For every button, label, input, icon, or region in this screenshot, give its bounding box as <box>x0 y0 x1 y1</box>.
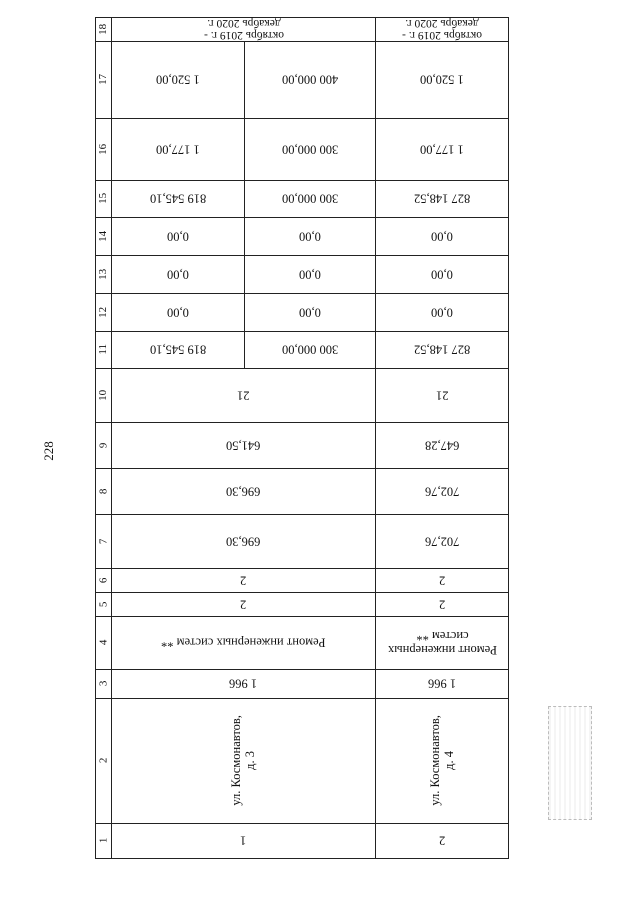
col-number-1: 1 <box>97 837 110 844</box>
col-number-12: 12 <box>97 306 110 318</box>
row1-col17-b: 1 520,00 <box>156 72 200 87</box>
col-number-16: 16 <box>97 143 110 155</box>
row1-col13-b: 0,00 <box>167 267 189 282</box>
col-number-9: 9 <box>97 442 110 448</box>
row1-col13-a: 0,00 <box>299 267 321 282</box>
col-number-3: 3 <box>97 680 110 687</box>
row1-col16-b: 1 177,00 <box>156 142 200 157</box>
col-number-2: 2 <box>97 757 110 764</box>
row1-col12-b: 0,00 <box>167 305 189 320</box>
row2-period: октябрь 2019 г. - декабрь 2020 г. <box>402 17 482 42</box>
row1-col6: 2 <box>240 573 247 588</box>
scan-stamp-mark <box>548 706 592 820</box>
row2-col14: 0,00 <box>431 229 453 244</box>
col-number-6: 6 <box>97 577 110 583</box>
col-number-15: 15 <box>97 192 110 204</box>
row1-col12-a: 0,00 <box>299 305 321 320</box>
row1-col15-b: 819 545,10 <box>149 191 207 206</box>
col-number-13: 13 <box>97 268 110 280</box>
row1-col11-funding-b: 819 545,10 <box>149 342 207 357</box>
col-number-5: 5 <box>97 601 110 607</box>
row1-col10: 21 <box>237 388 250 403</box>
row2-number: 2 <box>438 833 446 848</box>
row2-col13: 0,00 <box>431 267 453 282</box>
row2-col11: 827 148,52 <box>413 342 471 357</box>
col-number-14: 14 <box>97 230 110 242</box>
col-number-17: 17 <box>97 73 110 85</box>
row1-col7: 696,30 <box>226 534 261 549</box>
row1-address: ул. Космонавтов, д. 3 <box>229 715 258 806</box>
col-number-4: 4 <box>97 639 110 646</box>
row2-col12: 0,00 <box>431 305 453 320</box>
row2-col6: 2 <box>438 573 446 588</box>
row1-col14-b: 0,00 <box>167 229 189 244</box>
row1-col9: 641,50 <box>226 438 261 453</box>
row1-period: октябрь 2019 г. - декабрь 2020 г. <box>203 17 284 42</box>
col-number-18: 18 <box>97 23 110 35</box>
row2-col8: 702,76 <box>424 484 460 499</box>
col-number-8: 8 <box>97 488 110 494</box>
row2-col16: 1 177,00 <box>420 142 464 157</box>
row1-col11-funding-a: 300 000,00 <box>281 342 339 357</box>
row1-col5: 2 <box>240 597 247 612</box>
row2-work-type: Ремонт инженерных систем ** <box>387 628 497 657</box>
row2-col10: 21 <box>435 388 449 403</box>
col-number-10: 10 <box>97 389 110 401</box>
page-number: 228 <box>41 441 56 461</box>
row2-col9: 647,28 <box>424 438 460 453</box>
col-number-11: 11 <box>97 344 110 355</box>
row2-address: ул. Космонавтов, д. 4 <box>427 715 456 806</box>
row1-col15-a: 300 000,00 <box>281 191 339 206</box>
row2-col7: 702,76 <box>424 534 460 549</box>
row1-year: 1 966 <box>229 676 258 691</box>
row1-work-type: Ремонт инженерных систем ** <box>161 635 326 650</box>
col-number-7: 7 <box>97 538 110 544</box>
row1-number: 1 <box>240 833 247 848</box>
row1-col16-a: 300 000,00 <box>281 142 339 157</box>
row2-col17: 1 520,00 <box>420 72 464 87</box>
row1-col14-a: 0,00 <box>299 229 321 244</box>
row1-col8: 696,30 <box>226 484 261 499</box>
row2-col5: 2 <box>438 597 446 612</box>
row1-col17-a: 400 000,00 <box>281 72 339 87</box>
row2-year: 1 966 <box>427 676 457 691</box>
data-table <box>95 17 509 859</box>
row2-col15: 827 148,52 <box>413 191 471 206</box>
